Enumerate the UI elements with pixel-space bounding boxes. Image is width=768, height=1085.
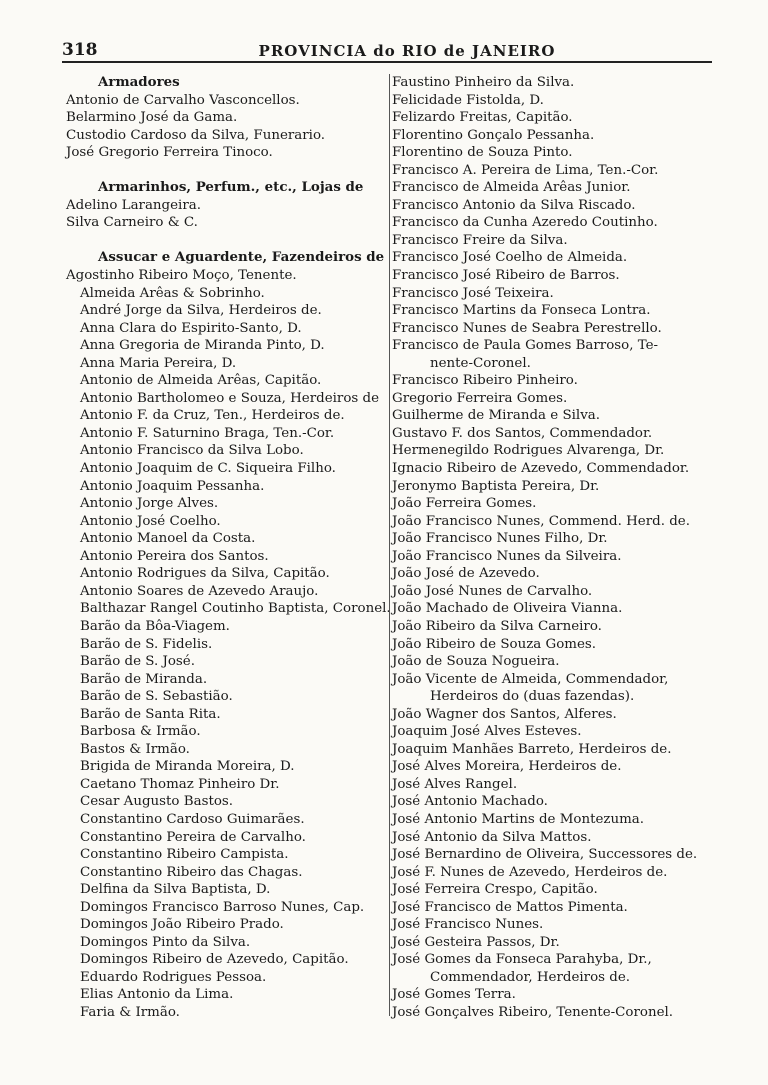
list-entry: José Antonio Martins de Montezuma. [392,811,645,827]
list-entry: Constantino Ribeiro Campista. [80,847,289,863]
list-entry: Bastos & Irmão. [80,741,190,757]
list-entry: José Bernardino de Oliveira, Successores de. [392,847,698,863]
list-entry: Silva Carneiro & C. [66,215,198,231]
list-entry: José Gregorio Ferreira Tinoco. [66,145,273,161]
left-column [66,74,391,1022]
list-entry: João Ferreira Gomes. [392,496,537,512]
right-column [389,74,712,1020]
list-entry: Francisco José Ribeiro de Barros. [392,268,620,284]
list-entry: Antonio Soares de Azevedo Araujo. [80,583,319,599]
list-entry: Antonio Manoel da Costa. [80,531,256,547]
list-entry: José Ferreira Crespo, Capitão. [392,882,598,898]
list-entry: Antonio Rodrigues da Silva, Capitão. [80,566,330,582]
list-entry: Florentino de Souza Pinto. [392,145,573,161]
list-entry: Guilherme de Miranda e Silva. [392,408,601,424]
list-entry: João Ribeiro de Souza Gomes. [392,636,597,652]
list-entry: Antonio Joaquim de C. Siqueira Filho. [80,461,336,477]
list-entry: João Francisco Nunes Filho, Dr. [392,531,608,547]
list-entry: Antonio F. Saturnino Braga, Ten.-Cor. [80,425,335,441]
list-entry: Joaquim Manhães Barreto, Herdeiros de. [392,741,672,757]
list-entry: José Gesteira Passos, Dr. [392,934,560,950]
list-entry: Francisco José Coelho de Almeida. [392,250,628,266]
list-entry: Barão de S. Sebastião. [80,689,233,705]
list-entry: João Ribeiro da Silva Carneiro. [392,618,602,634]
list-entry: Faria & Irmão. [80,1004,180,1020]
list-entry: Barão de Santa Rita. [80,706,221,722]
list-entry: André Jorge da Silva, Herdeiros de. [80,303,322,319]
list-entry: Anna Gregoria de Miranda Pinto, D. [80,338,325,354]
list-entry: José Alves Rangel. [392,776,518,792]
list-entry: João Francisco Nunes, Commend. Herd. de. [392,513,690,529]
list-entry: Domingos Ribeiro de Azevedo, Capitão. [80,952,349,968]
list-entry: Jeronymo Baptista Pereira, Dr. [392,478,600,494]
list-entry: João Francisco Nunes da Silveira. [392,548,622,564]
list-entry: Francisco A. Pereira de Lima, Ten.-Cor. [392,162,659,178]
list-entry: Domingos João Ribeiro Prado. [80,917,284,933]
list-entry: José Antonio Machado. [392,794,548,810]
list-entry: Francisco Freire da Silva. [392,232,568,248]
list-entry: Elias Antonio da Lima. [80,987,234,1003]
list-entry: Domingos Pinto da Silva. [80,934,251,950]
list-entry-continuation: nente-Coronel. [430,355,531,371]
list-entry: Antonio Joaquim Pessanha. [80,478,265,494]
list-entry: Barão de S. José. [80,654,195,670]
list-entry: Barão de Miranda. [80,671,208,687]
list-entry: Barão da Bôa-Viagem. [80,618,230,634]
list-entry: José Gonçalves Ribeiro, Tenente-Coronel. [392,1004,674,1020]
list-entry: Balthazar Rangel Coutinho Baptista, Coronel. [80,601,391,617]
list-entry: Francisco José Teixeira. [392,285,554,301]
list-entry: José Antonio da Silva Mattos. [392,829,592,845]
list-entry: Barão de S. Fidelis. [80,636,213,652]
list-entry: Caetano Thomaz Pinheiro Dr. [80,776,280,792]
list-entry: Anna Maria Pereira, D. [80,355,237,371]
list-entry: João Vicente de Almeida, Commendador, [392,671,669,687]
list-entry: Francisco da Cunha Azeredo Coutinho. [392,215,658,231]
list-entry: Francisco Nunes de Seabra Perestrello. [392,320,662,336]
list-entry: Antonio Pereira dos Santos. [80,548,269,564]
list-entry: Brigida de Miranda Moreira, D. [80,759,295,775]
page-number: 318 [62,40,98,60]
list-entry: Francisco de Paula Gomes Barroso, Te- [392,338,659,354]
list-entry: Francisco Antonio da Silva Riscado. [392,197,636,213]
list-entry: José F. Nunes de Azevedo, Herdeiros de. [392,864,668,880]
running-title: PROVINCIA do RIO de JANEIRO [258,42,556,60]
list-entry: Antonio F. da Cruz, Ten., Herdeiros de. [80,408,345,424]
list-entry-continuation: Herdeiros do (duas fazendas). [430,689,635,705]
list-entry: Domingos Francisco Barroso Nunes, Cap. [80,899,365,915]
section-spacer [66,232,384,250]
list-entry: Custodio Cardoso da Silva, Funerario. [66,127,326,143]
list-entry: Francisco de Almeida Arêas Junior. [392,180,631,196]
list-entry: Barbosa & Irmão. [80,724,201,740]
list-entry: Felizardo Freitas, Capitão. [392,110,573,126]
list-entry: Gustavo F. dos Santos, Commendador. [392,425,653,441]
list-entry: José Gomes da Fonseca Parahyba, Dr., [392,952,652,968]
list-entry: Agostinho Ribeiro Moço, Tenente. [66,268,297,284]
list-entry: Antonio Bartholomeo e Souza, Herdeiros de [80,390,380,406]
list-entry: Almeida Arêas & Sobrinho. [80,285,265,301]
section-spacer [66,162,384,180]
list-entry: José Francisco de Mattos Pimenta. [392,899,628,915]
list-entry: Delfina da Silva Baptista, D. [80,882,271,898]
list-entry: Constantino Pereira de Carvalho. [80,829,306,845]
list-entry: João Wagner dos Santos, Alferes. [392,706,617,722]
section-heading: Armadores [98,74,180,90]
list-entry: Antonio de Almeida Arêas, Capitão. [80,373,322,389]
list-entry: Ignacio Ribeiro de Azevedo, Commendador. [392,461,690,477]
list-entry: João Machado de Oliveira Vianna. [392,601,623,617]
list-entry: Adelino Larangeira. [66,197,201,213]
list-entry: Cesar Augusto Bastos. [80,794,234,810]
list-entry: Hermenegildo Rodrigues Alvarenga, Dr. [392,443,665,459]
page-header [62,30,712,60]
list-entry: José Alves Moreira, Herdeiros de. [392,759,622,775]
list-entry: José Francisco Nunes. [392,917,544,933]
list-entry: Joaquim José Alves Esteves. [392,724,582,740]
list-entry: Antonio Jorge Alves. [80,496,219,512]
list-entry: João José Nunes de Carvalho. [392,583,593,599]
list-entry: João de Souza Nogueira. [392,654,560,670]
list-entry: Antonio Francisco da Silva Lobo. [80,443,304,459]
list-entry: José Gomes Terra. [392,987,516,1003]
list-entry: Belarmino José da Gama. [66,110,238,126]
list-entry: Anna Clara do Espirito-Santo, D. [80,320,302,336]
list-entry: Florentino Gonçalo Pessanha. [392,127,595,143]
list-entry: Francisco Martins da Fonseca Lontra. [392,303,651,319]
list-entry: João José de Azevedo. [392,566,540,582]
section-heading: Armarinhos, Perfum., etc., Lojas de [98,179,364,196]
list-entry: Constantino Cardoso Guimarães. [80,811,305,827]
list-entry: Constantino Ribeiro das Chagas. [80,864,303,880]
list-entry: Gregorio Ferreira Gomes. [392,390,568,406]
section-heading: Assucar e Aguardente, Fazendeiros de [98,249,385,266]
list-entry: Eduardo Rodrigues Pessoa. [80,969,267,985]
list-entry: Faustino Pinheiro da Silva. [392,75,575,90]
list-entry: Francisco Ribeiro Pinheiro. [392,373,578,389]
list-entry-continuation: Commendador, Herdeiros de. [430,969,631,985]
list-entry: Felicidade Fistolda, D. [392,92,544,108]
list-entry: Antonio José Coelho. [80,513,221,529]
header-rule [62,61,712,63]
list-entry: Antonio de Carvalho Vasconcellos. [66,92,300,108]
